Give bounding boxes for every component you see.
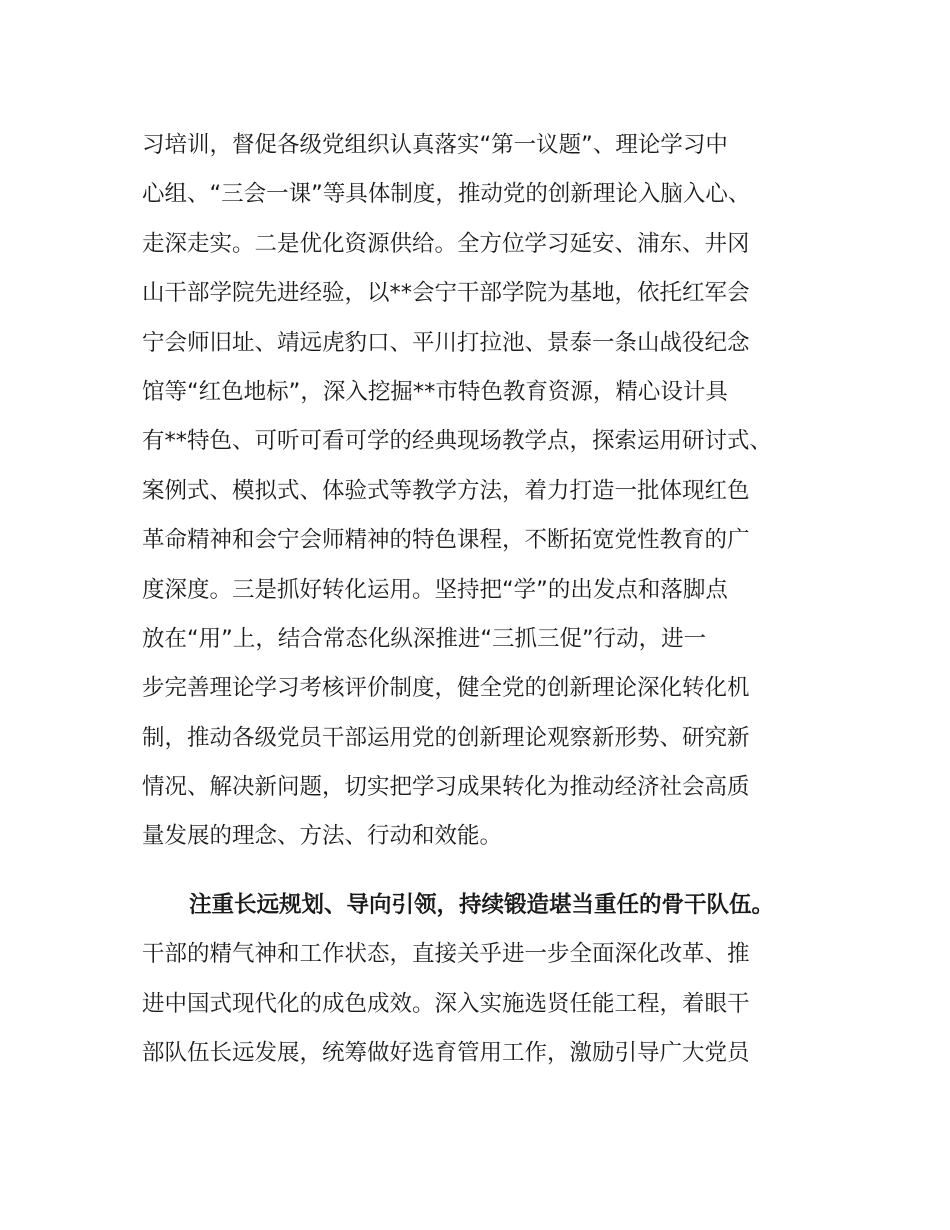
paragraph-heading: 注重长远规划、导向引领，持续锻造堪当重任的骨干队伍。 <box>189 892 775 918</box>
text-line: 革命精神和会宁会师精神的特色课程，不断拓宽党性教育的广 <box>142 527 750 554</box>
paragraph-1 <box>142 121 832 862</box>
text-line: 步完善理论学习考核评价制度，健全党的创新理论深化转化机 <box>142 675 750 702</box>
text-line: 制，推动各级党员干部运用党的创新理论观察新形势、研究新 <box>142 724 750 751</box>
text-line: 放在“用”上，结合常态化纵深推进“三抓三促”行动，进一 <box>142 625 707 652</box>
text-line: 心组、“三会一课”等具体制度，推动党的创新理论入脑入心、 <box>142 181 751 208</box>
paragraph-2 <box>142 881 832 1079</box>
text-line: 量发展的理念、方法、行动和效能。 <box>142 823 503 850</box>
text-line: 走深走实。二是优化资源供给。全方位学习延安、浦东、井冈 <box>142 230 750 257</box>
text-line: 部队伍长远发展，统筹做好选育管用工作，激励引导广大党员 <box>142 1040 750 1067</box>
text-line: 进中国式现代化的成色成效。深入实施选贤任能工程，着眼干 <box>142 990 750 1017</box>
text-line: 案例式、模拟式、体验式等教学方法，着力打造一批体现红色 <box>142 477 750 504</box>
text-line: 宁会师旧址、靖远虎豹口、平川打拉池、景泰一条山战役纪念 <box>142 329 750 356</box>
text-line: 有**特色、可听可看可学的经典现场教学点，探索运用研讨式、 <box>142 428 773 455</box>
text-line: 习培训，督促各级党组织认真落实“第一议题”、理论学习中 <box>142 132 728 158</box>
text-line: 馆等“红色地标”，深入挖掘**市特色教育资源，精心设计具 <box>142 378 728 405</box>
text-line: 度深度。三是抓好转化运用。坚持把“学”的出发点和落脚点 <box>142 576 728 603</box>
text-line: 干部的精气神和工作状态，直接关乎进一步全面深化改革、推 <box>142 941 750 968</box>
text-line: 情况、解决新问题，切实把学习成果转化为推动经济社会高质 <box>142 774 750 801</box>
text-line: 山干部学院先进经验，以**会宁干部学院为基地，依托红军会 <box>142 280 750 307</box>
